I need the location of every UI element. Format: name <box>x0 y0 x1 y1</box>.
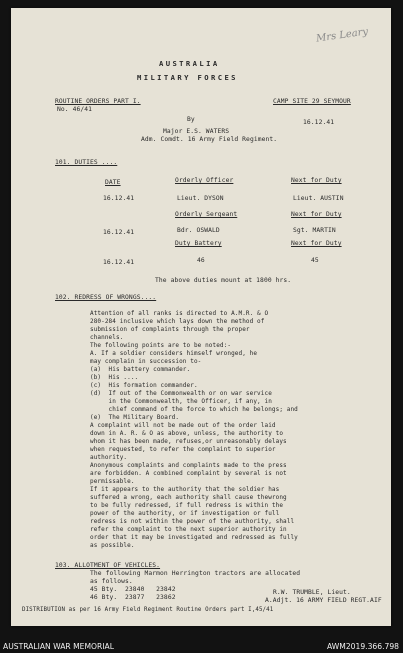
duty-row2-next: Sgt. MARTIN <box>293 227 336 234</box>
redress-line: down in A. R. & O as above, unless, the authority to <box>90 430 284 437</box>
camp-site: CAMP SITE 29 SEYMOUR <box>273 98 351 105</box>
redress-line: power of the authority, or if investigation or full <box>90 510 280 517</box>
by-label: By <box>187 116 195 123</box>
major-name: Major E.S. WATERS <box>163 128 230 135</box>
redress-line: redress is not within the power of the authority, shall <box>90 518 295 525</box>
duty-row3-battery: 46 <box>197 257 205 264</box>
duty-row1-next: Lieut. AUSTIN <box>293 195 344 202</box>
redress-line: submission of complaints through the proper <box>90 326 250 333</box>
duty-row3-next: 45 <box>311 257 319 264</box>
duty-row3-date: 16.12.41 <box>103 259 135 266</box>
order-number: No. 46/41 <box>57 106 93 113</box>
orderly-sergeant-header: Orderly Sergeant <box>175 211 238 218</box>
title-australia: AUSTRALIA <box>159 59 220 68</box>
redress-line: (c) His formation commander. <box>90 382 198 389</box>
redress-line: permissable. <box>90 478 135 485</box>
duty-row1-date: 16.12.41 <box>103 195 135 202</box>
allotment-line2: as follows. <box>90 578 133 585</box>
redress-line: 280-284 inclusive which lays down the method of <box>90 318 265 325</box>
distribution-line: DISTRIBUTION as per 16 Army Field Regiment Routine Orders part I,45/41 <box>22 607 274 613</box>
redress-line: order that it may be investigated and redressed as fully <box>90 534 298 541</box>
redress-line: Attention of all ranks is directed to A.M.R. & O <box>90 310 269 317</box>
redress-line: whom it has been made, refuses,or unreasonably delays <box>90 438 287 445</box>
redress-heading: 102. REDRESS OF WRONGS.... <box>55 294 157 301</box>
redress-line: A complaint will not be made out of the order laid <box>90 422 276 429</box>
redress-line: (e) The Military Board. <box>90 414 180 421</box>
allotment-row1: 45 Bty. 23840 23842 <box>90 586 176 593</box>
redress-line: as possible. <box>90 542 135 549</box>
redress-line: The following points are to be noted:- <box>90 342 232 349</box>
duty-row1-officer: Lieut. DYSON <box>177 195 224 202</box>
footer-accession: AWM2019.366.798 <box>327 642 399 651</box>
allotment-heading: 103. ALLOTMENT OF VEHICLES. <box>55 562 161 569</box>
handwritten-annotation: Mrs Leary <box>315 26 369 45</box>
allotment-line1: The following Marmon Herrington tractors are allocated <box>90 570 301 577</box>
redress-line: when requested, to refer the complaint to superior <box>90 446 276 453</box>
redress-line: are forbidden. A combined complaint by several is not <box>90 470 287 477</box>
redress-line: Anonymous complaints and complaints made to the press <box>90 462 287 469</box>
routine-orders-label: ROUTINE ORDERS PART I. <box>55 98 141 105</box>
allotment-row2: 46 Bty. 23877 23862 <box>90 594 176 601</box>
duty-battery-header: Duty Battery <box>175 240 222 247</box>
next-for-duty-header-3: Next for Duty <box>291 240 342 247</box>
document-page <box>11 8 391 626</box>
redress-line: may complain in succession to- <box>90 358 202 365</box>
duty-row2-sergeant: Bdr. OSWALD <box>177 227 220 234</box>
date-col-header: DATE <box>105 179 121 186</box>
redress-line: A. If a soldier considers himself wronged, he <box>90 350 258 357</box>
redress-line: channels. <box>90 334 124 341</box>
redress-line: suffered a wrong, each authority shall cause thewrong <box>90 494 287 501</box>
footer-bar <box>0 632 403 653</box>
orderly-officer-header: Orderly Officer <box>175 177 234 184</box>
redress-line: authority. <box>90 454 128 461</box>
mount-note: The above duties mount at 1800 hrs. <box>155 277 292 284</box>
duties-heading: 101. DUTIES .... <box>55 159 118 166</box>
next-for-duty-header-2: Next for Duty <box>291 211 342 218</box>
footer-institution: AUSTRALIAN WAR MEMORIAL <box>3 642 114 651</box>
next-for-duty-header: Next for Duty <box>291 177 342 184</box>
redress-line: (d) If out of the Commonwealth or on war service <box>90 390 272 397</box>
signer-title: A.Adjt. 16 ARMY FIELD REGT.AIF <box>265 597 382 604</box>
redress-line: If it appears to the authority that the soldier has <box>90 486 280 493</box>
redress-line: in the Commonwealth, the Officer, if any, in <box>90 398 272 405</box>
redress-line: (b) His .... <box>90 374 139 381</box>
redress-line: refer the complaint to the next superior authority in <box>90 526 287 533</box>
signer-name: R.W. TRUMBLE, Lieut. <box>273 589 351 596</box>
order-date: 16.12.41 <box>303 119 335 126</box>
title-military-forces: MILITARY FORCES <box>137 73 238 82</box>
major-title: Adm. Comdt. 16 Army Field Regiment. <box>141 136 278 143</box>
redress-line: chief command of the force to which he belongs; and <box>90 406 298 413</box>
duty-row2-date: 16.12.41 <box>103 229 135 236</box>
redress-line: (a) His battery commander. <box>90 366 191 373</box>
redress-line: to be fully redressed, if full redress is within the <box>90 502 284 509</box>
